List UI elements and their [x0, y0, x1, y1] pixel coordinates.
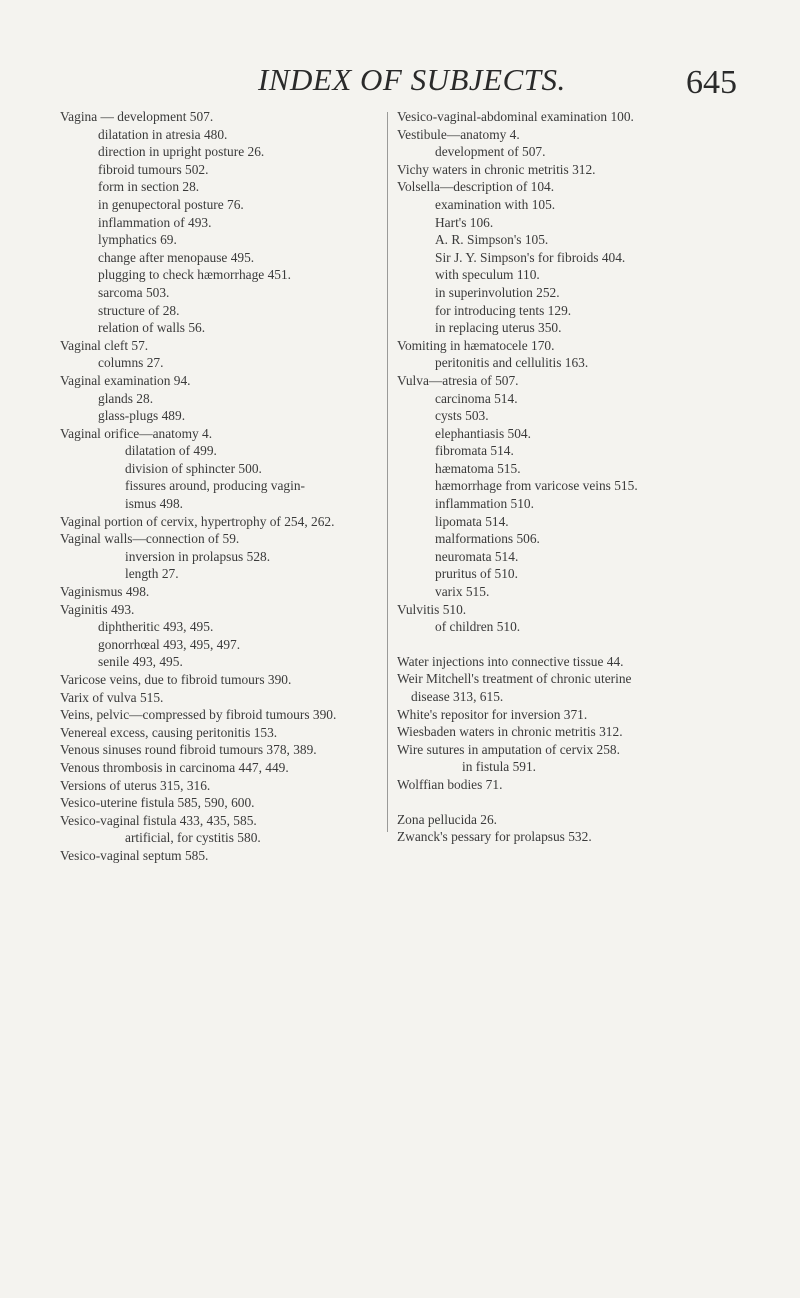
index-subentry: structure of 28.: [98, 302, 180, 318]
index-subentry: Sir J. Y. Simpson's for fibroids 404.: [435, 249, 626, 265]
index-entry: Water injections into connective tissue 44.: [397, 653, 624, 669]
index-entry: Vulva—atresia of 507.: [397, 372, 519, 388]
index-entry: Vichy waters in chronic metritis 312.: [397, 161, 596, 177]
index-subentry: lymphatics 69.: [98, 232, 177, 248]
index-entry: Vaginismus 498.: [60, 584, 150, 600]
index-entry: Wire sutures in amputation of cervix 258.: [397, 741, 620, 757]
index-entry: Vaginal examination 94.: [60, 372, 191, 388]
page-title: INDEX OF SUBJECTS.: [258, 62, 566, 97]
index-entry: Vesico-vaginal fistula 433, 435, 585.: [60, 812, 257, 828]
index-subentry: hæmorrhage from varicose veins 515.: [435, 478, 638, 494]
index-subentry: ismus 498.: [125, 496, 184, 512]
index-subentry: carcinoma 514.: [435, 390, 518, 406]
index-entry: Zona pellucida 26.: [397, 811, 498, 827]
index-entry: Weir Mitchell's treatment of chronic uterine: [397, 671, 632, 687]
index-entry: Vagina — development 507.: [60, 109, 214, 124]
index-subentry: neuromata 514.: [435, 548, 519, 564]
column-divider: [387, 112, 388, 832]
index-entry: Venous thrombosis in carcinoma 447, 449.: [60, 759, 289, 775]
index-subentry: of children 510.: [435, 619, 521, 635]
section-gap: [397, 794, 767, 811]
index-subentry: in fistula 591.: [462, 759, 537, 775]
index-subentry: for introducing tents 129.: [435, 302, 572, 318]
index-subentry: cysts 503.: [435, 408, 489, 424]
index-subentry: varix 515.: [435, 584, 490, 600]
section-gap: [397, 636, 767, 653]
index-subentry: fibroid tumours 502.: [98, 161, 209, 177]
index-subentry: in genupectoral posture 76.: [98, 196, 244, 212]
index-entry: Vaginitis 493.: [60, 601, 135, 617]
index-subentry: length 27.: [125, 566, 179, 582]
index-subentry: peritonitis and cellulitis 163.: [435, 355, 589, 371]
index-entry: Zwanck's pessary for prolapsus 532.: [397, 829, 592, 845]
index-column-right: [397, 108, 767, 846]
index-column-left: [60, 108, 382, 865]
index-entry: Vesico-uterine fistula 585, 590, 600.: [60, 795, 255, 811]
index-entry: Vulvitis 510.: [397, 601, 467, 617]
index-entry: Vesico-vaginal-abdominal examination 100.: [397, 109, 634, 124]
index-entry: disease 313, 615.: [411, 689, 504, 704]
index-entry: Venous sinuses round fibroid tumours 378, 389.: [60, 742, 317, 758]
index-subentry: lipomata 514.: [435, 513, 509, 529]
index-entry: Vaginal cleft 57.: [60, 337, 149, 353]
index-subentry: form in section 28.: [98, 179, 200, 195]
index-entry: Volsella—description of 104.: [397, 179, 555, 195]
index-subentry: diphtheritic 493, 495.: [98, 619, 214, 635]
index-subentry: dilatation in atresia 480.: [98, 126, 228, 142]
index-subentry: inversion in prolapsus 528.: [125, 548, 271, 564]
index-subentry: glands 28.: [98, 390, 154, 406]
index-subentry: columns 27.: [98, 355, 164, 371]
index-subentry: elephantiasis 504.: [435, 425, 531, 441]
index-subentry: dilatation of 499.: [125, 443, 217, 459]
index-subentry: development of 507.: [435, 144, 546, 160]
index-subentry: malformations 506.: [435, 531, 540, 547]
index-subentry: fissures around, producing vagin-: [125, 478, 305, 494]
index-entry: Wolffian bodies 71.: [397, 776, 503, 792]
index-subentry: artificial, for cystitis 580.: [125, 830, 261, 846]
index-entry: Vesico-vaginal septum 585.: [60, 847, 209, 863]
index-entry: Varicose veins, due to fibroid tumours 390.: [60, 672, 292, 687]
index-subentry: relation of walls 56.: [98, 320, 206, 336]
index-subentry: division of sphincter 500.: [125, 460, 262, 476]
index-entry: Varix of vulva 515.: [60, 689, 164, 705]
index-subentry: inflammation 510.: [435, 496, 534, 512]
index-subentry: A. R. Simpson's 105.: [435, 232, 549, 248]
index-entry: Vestibule—anatomy 4.: [397, 126, 520, 142]
index-subentry: direction in upright posture 26.: [98, 144, 265, 160]
index-entry: Venereal excess, causing peritonitis 153.: [60, 724, 278, 740]
index-entry: Versions of uterus 315, 316.: [60, 777, 211, 793]
index-subentry: examination with 105.: [435, 196, 556, 212]
index-subentry: inflammation of 493.: [98, 214, 212, 230]
index-subentry: pruritus of 510.: [435, 566, 518, 582]
index-entry: Veins, pelvic—compressed by fibroid tumours 390.: [60, 707, 337, 723]
index-subentry: change after menopause 495.: [98, 249, 255, 265]
index-subentry: hæmatoma 515.: [435, 460, 521, 476]
index-entry: Wiesbaden waters in chronic metritis 312.: [397, 724, 623, 740]
index-entry: White's repositor for inversion 371.: [397, 706, 588, 722]
index-entry: Vaginal walls—connection of 59.: [60, 531, 240, 547]
index-subentry: sarcoma 503.: [98, 284, 170, 300]
index-entry: Vaginal portion of cervix, hypertrophy of 254, 262.: [60, 513, 335, 529]
index-subentry: gonorrhœal 493, 495, 497.: [98, 636, 241, 652]
index-entry: Vomiting in hæmatocele 170.: [397, 337, 555, 353]
index-subentry: Hart's 106.: [435, 214, 494, 230]
index-subentry: in superinvolution 252.: [435, 284, 560, 300]
index-subentry: senile 493, 495.: [98, 654, 183, 670]
index-entry: Vaginal orifice—anatomy 4.: [60, 425, 213, 441]
page-number: 645: [686, 64, 737, 101]
index-subentry: plugging to check hæmorrhage 451.: [98, 267, 292, 283]
index-subentry: glass-plugs 489.: [98, 408, 186, 424]
index-subentry: fibromata 514.: [435, 443, 514, 459]
index-subentry: in replacing uterus 350.: [435, 320, 562, 336]
index-subentry: with speculum 110.: [435, 267, 540, 283]
